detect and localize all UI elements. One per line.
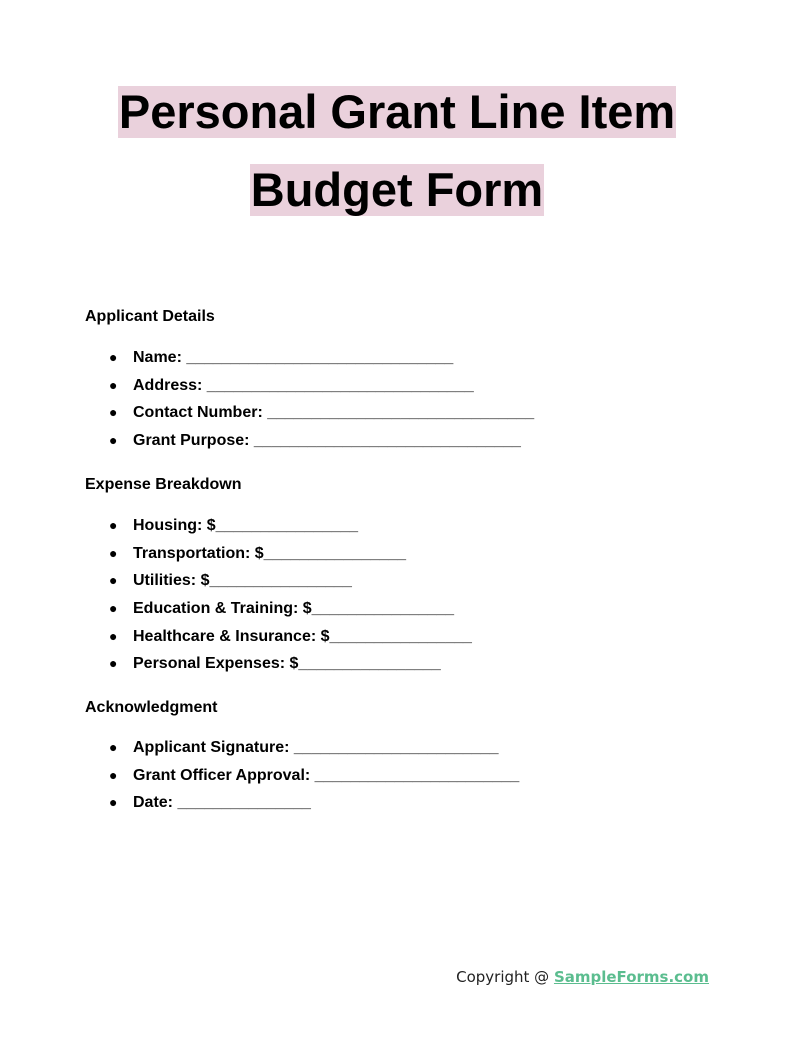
field-personal-expenses[interactable]: [85, 650, 725, 678]
field-label: Address: ______________________________: [133, 376, 474, 394]
bullet-icon: ●: [109, 572, 118, 589]
copyright-text: Copyright @: [456, 968, 554, 986]
applicant-details-list: [85, 344, 725, 455]
sampleforms-link[interactable]: SampleForms.com: [553, 968, 709, 986]
field-label: Personal Expenses: $________________: [133, 655, 441, 673]
field-address[interactable]: [85, 372, 725, 400]
field-applicant-signature[interactable]: [85, 734, 725, 762]
field-grant-purpose[interactable]: [85, 427, 725, 455]
title-line-2: Budget Form: [250, 163, 544, 216]
field-label: Grant Purpose: ______________________________: [133, 432, 521, 450]
section-heading-acknowledgment: Acknowledgment: [85, 699, 218, 717]
field-label: Utilities: $________________: [133, 572, 352, 590]
field-date[interactable]: [85, 789, 725, 817]
field-transportation[interactable]: [85, 540, 725, 568]
field-contact-number[interactable]: [85, 399, 725, 427]
field-label: Healthcare & Insurance: $________________: [133, 627, 472, 645]
title-line-1: Personal Grant Line Item: [118, 85, 676, 138]
bullet-icon: ●: [109, 516, 118, 533]
form-content: [85, 306, 725, 817]
field-label: Housing: $________________: [133, 516, 359, 534]
bullet-icon: ●: [109, 655, 118, 672]
bullet-icon: ●: [109, 404, 118, 421]
page-title: [0, 86, 794, 216]
bullet-icon: ●: [109, 432, 118, 449]
field-label: Contact Number: ______________________________: [133, 404, 535, 422]
section-heading-applicant-details: Applicant Details: [85, 308, 215, 325]
bullet-icon: ●: [109, 349, 118, 365]
field-grant-officer-approval[interactable]: [85, 762, 725, 790]
field-housing[interactable]: [85, 512, 725, 540]
expense-breakdown-list: [85, 512, 725, 678]
field-label: Name: ______________________________: [133, 349, 454, 366]
section-heading-expense-breakdown: Expense Breakdown: [85, 475, 242, 493]
bullet-icon: ●: [109, 599, 118, 616]
bullet-icon: ●: [109, 544, 118, 561]
field-education-training[interactable]: [85, 595, 725, 623]
acknowledgment-list: [85, 734, 725, 817]
field-label: Applicant Signature: _______________________: [133, 739, 499, 757]
field-name[interactable]: [85, 344, 725, 372]
bullet-icon: ●: [109, 794, 118, 811]
bullet-icon: ●: [109, 627, 118, 644]
bullet-icon: ●: [109, 766, 118, 783]
field-label: Education & Training: $________________: [133, 599, 455, 617]
field-label: Transportation: $________________: [133, 544, 407, 562]
bullet-icon: ●: [109, 739, 118, 756]
copyright-footer: [456, 967, 709, 987]
bullet-icon: ●: [109, 376, 118, 393]
field-utilities[interactable]: [85, 567, 725, 595]
field-label: Grant Officer Approval: _______________________: [133, 766, 520, 784]
field-label: Date: _______________: [133, 794, 311, 812]
field-healthcare-insurance[interactable]: [85, 623, 725, 651]
